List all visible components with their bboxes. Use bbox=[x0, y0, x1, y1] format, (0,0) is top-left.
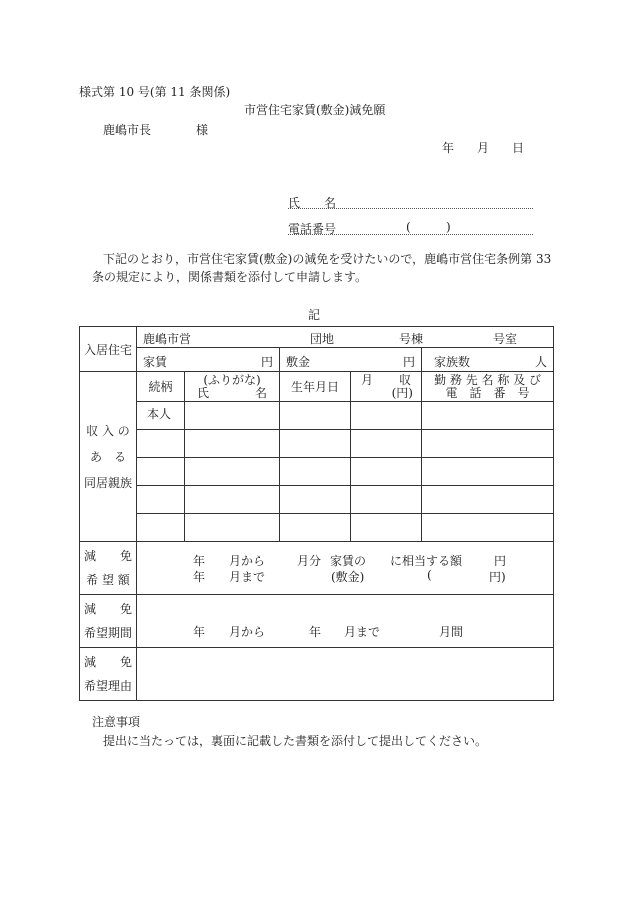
application-table bbox=[79, 326, 554, 701]
name-field-line[interactable] bbox=[288, 208, 533, 209]
name-input-cell[interactable] bbox=[185, 458, 280, 486]
col-work-1: 勤 務 先 名 称 及 び bbox=[434, 372, 541, 387]
relation-input-cell[interactable] bbox=[137, 430, 185, 458]
ra-deposit: (敷金) bbox=[331, 570, 365, 584]
residence-goshitsu: 号室 bbox=[493, 332, 518, 346]
table-row bbox=[80, 486, 554, 514]
name-input-cell[interactable] bbox=[185, 486, 280, 514]
notes-text: 提出に当たっては，裏面に記載した書類を添付して提出してください。 bbox=[103, 734, 488, 748]
phone-field-line[interactable] bbox=[288, 234, 533, 235]
col-name-2: 名 bbox=[254, 385, 267, 400]
reason-label-1: 減 免 bbox=[83, 655, 132, 669]
income-relatives-label bbox=[80, 372, 137, 542]
relation-input-cell[interactable] bbox=[137, 458, 185, 486]
form-number: 様式第 10 号(第 11 条関係) bbox=[79, 85, 231, 99]
reduction-reason-label bbox=[80, 648, 137, 701]
name-label-2: 名 bbox=[324, 196, 337, 210]
reduction-amount-label-2: 希 望 額 bbox=[86, 573, 130, 587]
addressee: 鹿嶋市長 bbox=[103, 123, 152, 137]
income-input-cell[interactable] bbox=[351, 430, 422, 458]
col-work-2: 電 話 番 号 bbox=[445, 385, 530, 400]
ra-month-part: 月分 bbox=[297, 554, 322, 568]
reason-label-2: 希望理由 bbox=[83, 679, 132, 693]
ra-year1: 年 bbox=[193, 554, 206, 568]
reduction-amount-label-1: 減 免 bbox=[83, 549, 132, 563]
birth-input-cell[interactable] bbox=[280, 514, 351, 542]
honorific: 様 bbox=[196, 123, 209, 137]
rent-unit: 円 bbox=[260, 355, 273, 369]
p-months: 月間 bbox=[439, 625, 464, 639]
col-name-1: 氏 bbox=[197, 385, 210, 400]
body-line-1: 下記のとおり，市営住宅家賃(敷金)の減免を受けたいので，鹿嶋市営住宅条例第 33 bbox=[103, 252, 552, 266]
ra-paren-open: ( bbox=[427, 568, 432, 582]
work-input-cell[interactable] bbox=[422, 514, 554, 542]
ra-rent: 家賃の bbox=[330, 554, 367, 568]
household-header-row bbox=[80, 372, 554, 402]
ra-equiv: に相当する額 bbox=[390, 554, 463, 568]
income-input-cell[interactable] bbox=[351, 458, 422, 486]
income-input-cell[interactable] bbox=[351, 402, 422, 430]
ki-label: 記 bbox=[308, 308, 321, 322]
col-income-2: 収 bbox=[398, 372, 411, 387]
name-input-cell[interactable] bbox=[185, 430, 280, 458]
ra-year2: 年 bbox=[193, 570, 206, 584]
birth-input-cell[interactable] bbox=[280, 430, 351, 458]
reduction-period-label bbox=[80, 595, 137, 648]
family-cell[interactable] bbox=[422, 348, 554, 372]
col-name bbox=[185, 372, 280, 402]
phone-label: 電話番号 bbox=[288, 222, 337, 236]
work-input-cell[interactable] bbox=[422, 402, 554, 430]
col-work bbox=[422, 372, 554, 402]
p-year2: 年 bbox=[309, 625, 322, 639]
work-input-cell[interactable] bbox=[422, 458, 554, 486]
table-row bbox=[80, 514, 554, 542]
reduction-amount-row bbox=[80, 542, 554, 595]
income-label-3: 同居親族 bbox=[83, 475, 132, 490]
residence-row-2 bbox=[80, 348, 554, 372]
relation-input-cell[interactable] bbox=[137, 486, 185, 514]
income-input-cell[interactable] bbox=[351, 486, 422, 514]
income-label-2: あ る bbox=[89, 449, 126, 464]
family-label: 家族数 bbox=[434, 355, 471, 369]
reduction-reason-cell[interactable] bbox=[137, 648, 554, 701]
residence-row-1 bbox=[80, 327, 554, 348]
date-day-label: 日 bbox=[512, 141, 525, 155]
reduction-amount-cell[interactable] bbox=[137, 542, 554, 595]
work-input-cell[interactable] bbox=[422, 430, 554, 458]
deposit-label: 敷金 bbox=[286, 355, 311, 369]
body-line-2: 条の規定により，関係書類を添付して申請します。 bbox=[92, 270, 368, 284]
ra-yen: 円 bbox=[494, 554, 507, 568]
birth-input-cell[interactable] bbox=[280, 402, 351, 430]
date-month-label: 月 bbox=[477, 141, 490, 155]
income-input-cell[interactable] bbox=[351, 514, 422, 542]
date-year-label: 年 bbox=[442, 141, 455, 155]
table-row bbox=[80, 402, 554, 430]
birth-input-cell[interactable] bbox=[280, 486, 351, 514]
notes-heading: 注意事項 bbox=[92, 715, 141, 729]
name-input-cell[interactable] bbox=[185, 402, 280, 430]
birth-input-cell[interactable] bbox=[280, 458, 351, 486]
phone-paren-close: ) bbox=[446, 220, 451, 234]
col-income-top bbox=[351, 374, 421, 387]
table-row bbox=[80, 458, 554, 486]
relation-input-cell[interactable] bbox=[137, 514, 185, 542]
ra-until: 月まで bbox=[229, 570, 266, 584]
ra-paren-yen: 円) bbox=[489, 570, 506, 584]
name-input-cell[interactable] bbox=[185, 514, 280, 542]
p-year1: 年 bbox=[193, 625, 206, 639]
residence-city: 鹿嶋市営 bbox=[143, 332, 192, 346]
reduction-amount-label bbox=[80, 542, 137, 595]
ra-from: 月から bbox=[229, 554, 266, 568]
name-label-1: 氏 bbox=[288, 196, 301, 210]
col-income-1: 月 bbox=[361, 372, 374, 387]
phone-paren-open: ( bbox=[406, 220, 411, 234]
p-until: 月まで bbox=[344, 625, 381, 639]
col-income-3: (円) bbox=[391, 385, 413, 400]
reduction-period-cell[interactable] bbox=[137, 595, 554, 648]
residence-danchi: 団地 bbox=[310, 332, 335, 346]
rent-label: 家賃 bbox=[143, 355, 168, 369]
col-relation: 続柄 bbox=[137, 372, 185, 402]
p-from: 月から bbox=[229, 625, 266, 639]
residence-address-cell[interactable] bbox=[137, 327, 554, 348]
col-birth: 生年月日 bbox=[280, 372, 351, 402]
income-label-1: 収 入 の bbox=[86, 423, 130, 438]
reduction-reason-row bbox=[80, 648, 554, 701]
residence-gotou: 号棟 bbox=[399, 332, 424, 346]
rent-cell[interactable] bbox=[137, 348, 280, 372]
form-title: 市営住宅家賃(敷金)減免願 bbox=[244, 103, 386, 117]
deposit-cell[interactable] bbox=[280, 348, 422, 372]
col-income bbox=[351, 372, 422, 402]
reduction-period-row bbox=[80, 595, 554, 648]
table-row bbox=[80, 430, 554, 458]
period-label-1: 減 免 bbox=[83, 602, 132, 616]
work-input-cell[interactable] bbox=[422, 486, 554, 514]
deposit-unit: 円 bbox=[402, 355, 415, 369]
col-furigana: (ふりがな) bbox=[203, 372, 261, 387]
family-unit: 人 bbox=[535, 355, 548, 369]
residence-label: 入居住宅 bbox=[80, 327, 137, 372]
period-label-2: 希望期間 bbox=[83, 626, 132, 640]
self-label: 本人 bbox=[137, 402, 185, 430]
col-name-labels bbox=[185, 387, 279, 400]
